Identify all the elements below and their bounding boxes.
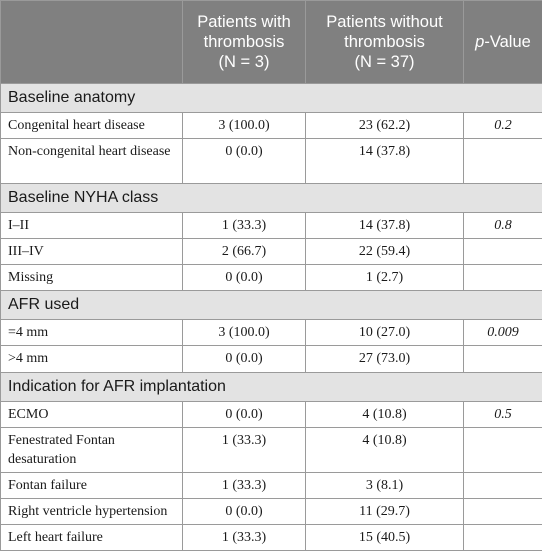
row-label: Right ventricle hypertension — [1, 498, 183, 524]
cell-p-value — [464, 239, 542, 265]
header-with-line3: (N = 3) — [218, 53, 270, 71]
cell-without: 22 (59.4) — [306, 239, 464, 265]
header-with-line2: thrombosis — [203, 33, 285, 51]
section-row — [1, 84, 542, 113]
section-row — [1, 184, 542, 213]
cell-with: 0 (0.0) — [183, 401, 306, 427]
cell-p-value — [464, 524, 542, 550]
row-label: Congenital heart disease — [1, 113, 183, 139]
table-row — [1, 213, 542, 239]
table-row — [1, 320, 542, 346]
row-label: Left heart failure — [1, 524, 183, 550]
cell-without: 4 (10.8) — [306, 427, 464, 472]
header-empty-cell — [1, 1, 183, 84]
section-title: Baseline NYHA class — [1, 184, 542, 213]
cell-with: 2 (66.7) — [183, 239, 306, 265]
row-label: Missing — [1, 265, 183, 291]
table-row — [1, 524, 542, 550]
cell-without: 1 (2.7) — [306, 265, 464, 291]
header-with-line1: Patients with — [197, 13, 291, 31]
cell-p-value — [464, 265, 542, 291]
row-label: Non-congenital heart disease — [1, 139, 183, 184]
header-without-line3: (N = 37) — [354, 53, 415, 71]
table-row — [1, 346, 542, 372]
row-label: Fenestrated Fontan desaturation — [1, 427, 183, 472]
cell-p-value — [464, 139, 542, 184]
row-label: ECMO — [1, 401, 183, 427]
cell-with: 0 (0.0) — [183, 498, 306, 524]
table-row — [1, 139, 542, 184]
cell-without: 11 (29.7) — [306, 498, 464, 524]
table-row — [1, 472, 542, 498]
cell-p-value: 0.2 — [464, 113, 542, 139]
header-without-line2: thrombosis — [344, 33, 425, 51]
cell-without: 4 (10.8) — [306, 401, 464, 427]
section-row — [1, 372, 542, 401]
cell-without: 27 (73.0) — [306, 346, 464, 372]
cell-p-value: 0.5 — [464, 401, 542, 427]
table-row — [1, 401, 542, 427]
row-label: >4 mm — [1, 346, 183, 372]
cell-without: 3 (8.1) — [306, 472, 464, 498]
cell-without: 10 (27.0) — [306, 320, 464, 346]
header-without-thrombosis — [306, 1, 464, 84]
cell-with: 3 (100.0) — [183, 113, 306, 139]
cell-with: 1 (33.3) — [183, 427, 306, 472]
table-row — [1, 113, 542, 139]
cell-p-value: 0.8 — [464, 213, 542, 239]
cell-p-value: 0.009 — [464, 320, 542, 346]
cell-with: 1 (33.3) — [183, 472, 306, 498]
table-row — [1, 498, 542, 524]
header-p-rest: -Value — [484, 33, 531, 51]
row-label: III–IV — [1, 239, 183, 265]
row-label: I–II — [1, 213, 183, 239]
section-title: AFR used — [1, 291, 542, 320]
cell-p-value — [464, 427, 542, 472]
header-p-italic: p — [475, 33, 485, 51]
cell-p-value — [464, 498, 542, 524]
cell-without: 14 (37.8) — [306, 213, 464, 239]
cell-without: 15 (40.5) — [306, 524, 464, 550]
header-with-thrombosis — [183, 1, 306, 84]
section-title: Baseline anatomy — [1, 84, 542, 113]
cell-with: 0 (0.0) — [183, 346, 306, 372]
header-p-value — [464, 1, 542, 84]
table-row — [1, 239, 542, 265]
row-label: =4 mm — [1, 320, 183, 346]
table-row — [1, 427, 542, 472]
cell-with: 1 (33.3) — [183, 524, 306, 550]
header-without-line1: Patients without — [326, 13, 443, 31]
cell-p-value — [464, 346, 542, 372]
cell-with: 3 (100.0) — [183, 320, 306, 346]
cell-p-value — [464, 472, 542, 498]
section-title: Indication for AFR implantation — [1, 372, 542, 401]
cell-with: 0 (0.0) — [183, 265, 306, 291]
header-row — [1, 1, 542, 84]
cell-without: 23 (62.2) — [306, 113, 464, 139]
cell-with: 1 (33.3) — [183, 213, 306, 239]
cell-without: 14 (37.8) — [306, 139, 464, 184]
cell-with: 0 (0.0) — [183, 139, 306, 184]
section-row — [1, 291, 542, 320]
row-label: Fontan failure — [1, 472, 183, 498]
table-row — [1, 265, 542, 291]
